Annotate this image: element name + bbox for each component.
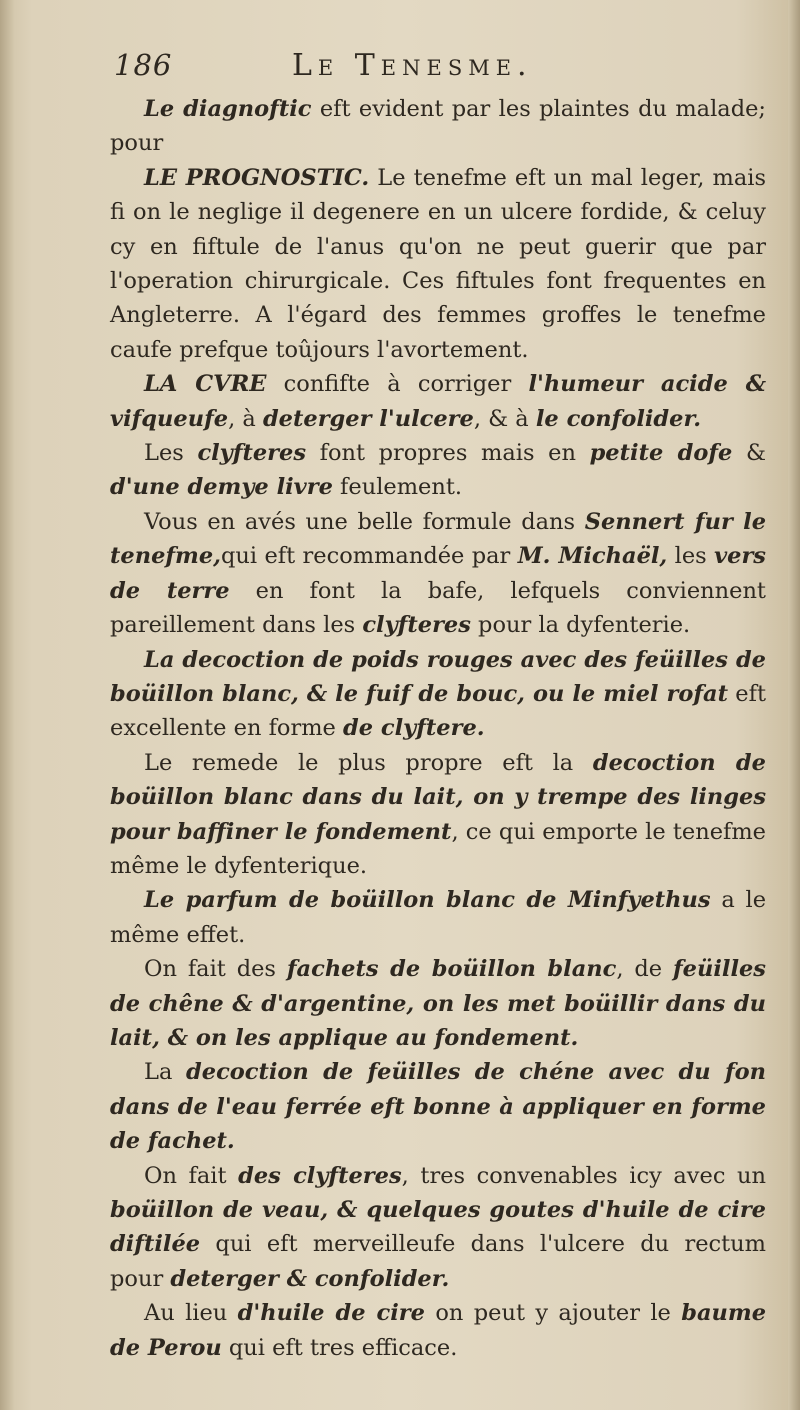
italic-run: des clyfteres (238, 1162, 402, 1189)
italic-run: d'une demye livre (110, 474, 333, 501)
italic-run: le confolider. (535, 405, 702, 432)
paragraph (110, 505, 766, 643)
italic-run: LA CVRE (144, 371, 267, 398)
page-header (110, 48, 750, 92)
text-run: Au lieu (144, 1300, 238, 1327)
text-run: feulement. (332, 474, 463, 501)
text-run: Les (144, 440, 198, 467)
italic-run: petite dofe (589, 440, 733, 467)
italic-run: feüilles de chêne & d'argentine, on les met boüillir dans du lait, & on les applique au fondement. (110, 956, 766, 1051)
paragraph (110, 367, 766, 436)
text-run: On fait (144, 1162, 239, 1189)
italic-run: clyfteres (197, 440, 306, 467)
italic-run: l'humeur acide & vifqueufe (110, 371, 767, 432)
text-run: Le tenefme eft un mal leger, mais fi on le neglige il degenere en un ulcere fordide, & celuy cy en fiftule de l'anus qu'on ne peut guerir que par l'operation chirurgicale. Ces fiftules font frequentes en Angleterre. A l'égard des femmes groffes le tenefme caufe prefque toûjours l'avortement. (110, 164, 766, 363)
italic-run: Le diagnoftic (144, 96, 312, 122)
italic-run: decoction de feüilles de chéne avec du fon dans de l'eau ferrée eft bonne à appliquer en forme de fachet. (110, 1059, 766, 1155)
text-run: eft evident par les plaintes du malade; pour (110, 96, 766, 157)
italic-run: fachets de boüillon blanc (286, 956, 617, 983)
text-run: On fait des (144, 956, 287, 983)
text-run: La (144, 1059, 187, 1086)
italic-run: clyfteres (362, 612, 471, 639)
body-text (110, 92, 766, 1365)
text-run: qui eft tres efficace. (221, 1334, 458, 1361)
paragraph (110, 746, 766, 884)
paragraph (110, 1296, 766, 1365)
paragraph (110, 92, 766, 161)
paragraph (110, 1159, 766, 1297)
paragraph (110, 1055, 766, 1158)
text-run: font propres mais en (305, 440, 590, 467)
italic-run: deterger l'ulcere (262, 405, 474, 432)
text-run: pour la dyfenterie. (470, 612, 691, 639)
text-run: Vous en avés une belle formule dans (144, 508, 585, 535)
page-right-edge (788, 0, 800, 1410)
text-run: les (667, 543, 715, 570)
italic-run: deterger & confolider. (170, 1265, 450, 1292)
text-run: a le même effet. (110, 887, 767, 948)
italic-run: vers de terre (110, 543, 766, 604)
text-run: eft excellente en forme (110, 680, 766, 742)
italic-run: M. Michaël, (517, 543, 668, 570)
italic-run: d'huile de cire (237, 1300, 425, 1327)
italic-run: boüillon de veau, & quelques goutes d'huile de cire diftilée (110, 1197, 766, 1258)
paragraph (110, 643, 766, 746)
text-run: qui eft recommandée par (221, 543, 518, 570)
text-run: , tres convenables icy avec un (401, 1162, 766, 1189)
italic-run: baume de Perou (110, 1300, 767, 1361)
text-run: en font la bafe, lefquels conviennent pareillement dans les (110, 577, 766, 639)
text-run: Le remede le plus propre eft la (144, 749, 593, 776)
italic-run: decoction de boüillon blanc dans du lait, on y trempe des linges pour baffiner le fondement (110, 749, 766, 845)
paragraph (110, 883, 766, 952)
text-run: on peut y ajouter le (424, 1300, 682, 1327)
paragraph (110, 161, 766, 367)
text-run: confifte à corriger (266, 371, 529, 398)
text-run: & (732, 440, 766, 467)
text-run: , & à (473, 405, 536, 432)
italic-run: Sennert fur le tenefme, (110, 508, 767, 570)
italic-run: La decoction de poids rouges avec des feüilles de boüillon blanc, & le fuif de bouc, ou le miel rofat (110, 646, 766, 707)
running-title: Le Tenesme. (292, 48, 533, 83)
page-left-edge (0, 0, 14, 1410)
text-run: , à (228, 405, 263, 432)
text-run: , ce qui emporte le tenefme même le dyfenterique. (110, 818, 766, 879)
paragraph (110, 952, 766, 1055)
page-number: 186 (114, 48, 173, 82)
italic-run: LE PROGNOSTIC. (144, 164, 370, 191)
italic-run: de clyftere. (343, 715, 485, 742)
text-run: qui eft merveilleufe dans l'ulcere du rectum pour (110, 1231, 766, 1292)
italic-run: Le parfum de boüillon blanc de Minfyethus (144, 887, 711, 914)
paragraph (110, 436, 766, 505)
text-run: , de (616, 956, 673, 983)
